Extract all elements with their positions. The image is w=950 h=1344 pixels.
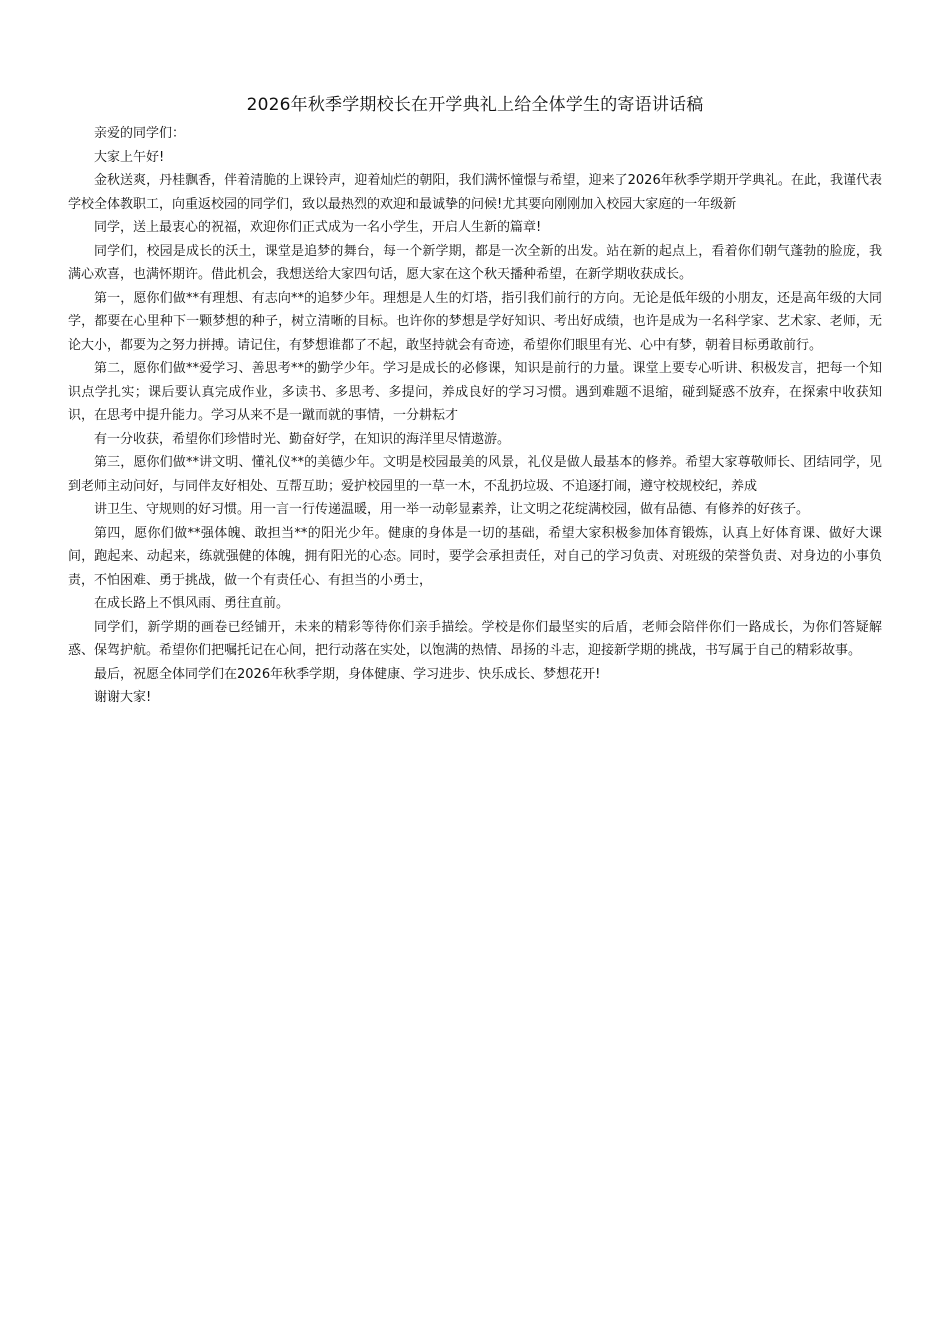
paragraph-opening-continued: 同学，送上最衷心的祝福，欢迎你们正式成为一名小学生，开启人生新的篇章! (94, 220, 542, 235)
paragraph-point-four: 第四，愿你们做**强体魄、敢担当**的阳光少年。健康的身体是一切的基础，希望大家积极参加体育锻炼，认真上好体育课、做好大课间，跑起来、动起来，练就强健的体魄，拥有阳光的心态。同时，要学会承担责任，对自己的学习负责、对班级的荣誉负责、对身边的小事负责，不怕困难、勇于挑战，做一个有责任心、有担当的小勇士， (68, 525, 882, 588)
document-page (68, 92, 882, 710)
paragraph-point-one: 第一，愿你们做**有理想、有志向**的追梦少年。理想是人生的灯塔，指引我们前行的方向。无论是低年级的小朋友，还是高年级的大同学，都要在心里种下一颗梦想的种子，树立清晰的目标。也许你的梦想是学好知识、考出好成绩，也许是成为一名科学家、艺术家、老师，无论大小，都要为之努力拼搏。请记住，有梦想谁都了不起，敢坚持就会有奇迹，希望你们眼里有光、心中有梦，朝着目标勇敢前行。 (68, 290, 882, 353)
paragraph-intro: 同学们，校园是成长的沃土，课堂是追梦的舞台，每一个新学期，都是一次全新的出发。站在新的起点上，看着你们朝气蓬勃的脸庞，我满心欢喜，也满怀期许。借此机会，我想送给大家四句话，愿大家在这个秋天播种希望，在新学期收获成长。 (68, 243, 882, 282)
paragraph-point-two-continued: 有一分收获，希望你们珍惜时光、勤奋好学，在知识的海洋里尽情遨游。 (94, 431, 511, 447)
paragraph-point-three-continued: 讲卫生、守规则的好习惯。用一言一行传递温暖，用一举一动彰显素养，让文明之花绽满校园，做有品德、有修养的好孩子。 (94, 502, 810, 517)
salutation: 亲爱的同学们： (94, 126, 186, 141)
paragraph-conclusion: 同学们，新学期的画卷已经铺开，未来的精彩等待你们亲手描绘。学校是你们最坚实的后盾，老师会陪伴你们一路成长，为你们答疑解惑、保驾护航。希望你们把嘱托记在心间，把行动落在实处，以饱满的热情、昂扬的斗志，迎接新学期的挑战，书写属于自己的精彩故事。 (68, 619, 882, 658)
paragraph-opening: 金秋送爽，丹桂飘香，伴着清脆的上课铃声，迎着灿烂的朝阳，我们满怀憧憬与希望，迎来了2026年秋季学期开学典礼。在此，我谨代表学校全体教职工，向重返校园的同学们，致以最热烈的欢迎和最诚挚的问候!尤其要向刚刚加入校园大家庭的一年级新 (68, 173, 882, 212)
paragraph-point-three: 第三，愿你们做**讲文明、懂礼仪**的美德少年。文明是校园最美的风景，礼仪是做人最基本的修养。希望大家尊敬师长、团结同学，见到老师主动问好，与同伴友好相处、互帮互助；爱护校园里的一草一木，不乱扔垃圾、不追逐打闹，遵守校规校纪，养成 (68, 455, 882, 494)
document-title: 2026年秋季学期校长在开学典礼上给全体学生的寄语讲话稿 (246, 95, 704, 115)
paragraph-thanks: 谢谢大家! (94, 690, 152, 705)
paragraph-point-four-continued: 在成长路上不惧风雨、勇往直前。 (94, 596, 290, 611)
paragraph-point-two: 第二，愿你们做**爱学习、善思考**的勤学少年。学习是成长的必修课，知识是前行的力量。课堂上要专心听讲、积极发言，把每一个知识点学扎实；课后要认真完成作业，多读书、多思考、多提问，养成良好的学习习惯。遇到难题不退缩，碰到疑惑不放弃，在探索中收获知识，在思考中提升能力。学习从来不是一蹴而就的事情，一分耕耘才 (68, 361, 882, 423)
paragraph-closing-wish: 最后，祝愿全体同学们在2026年秋季学期，身体健康、学习进步、快乐成长、梦想花开! (94, 666, 601, 682)
greeting: 大家上午好! (94, 149, 165, 165)
